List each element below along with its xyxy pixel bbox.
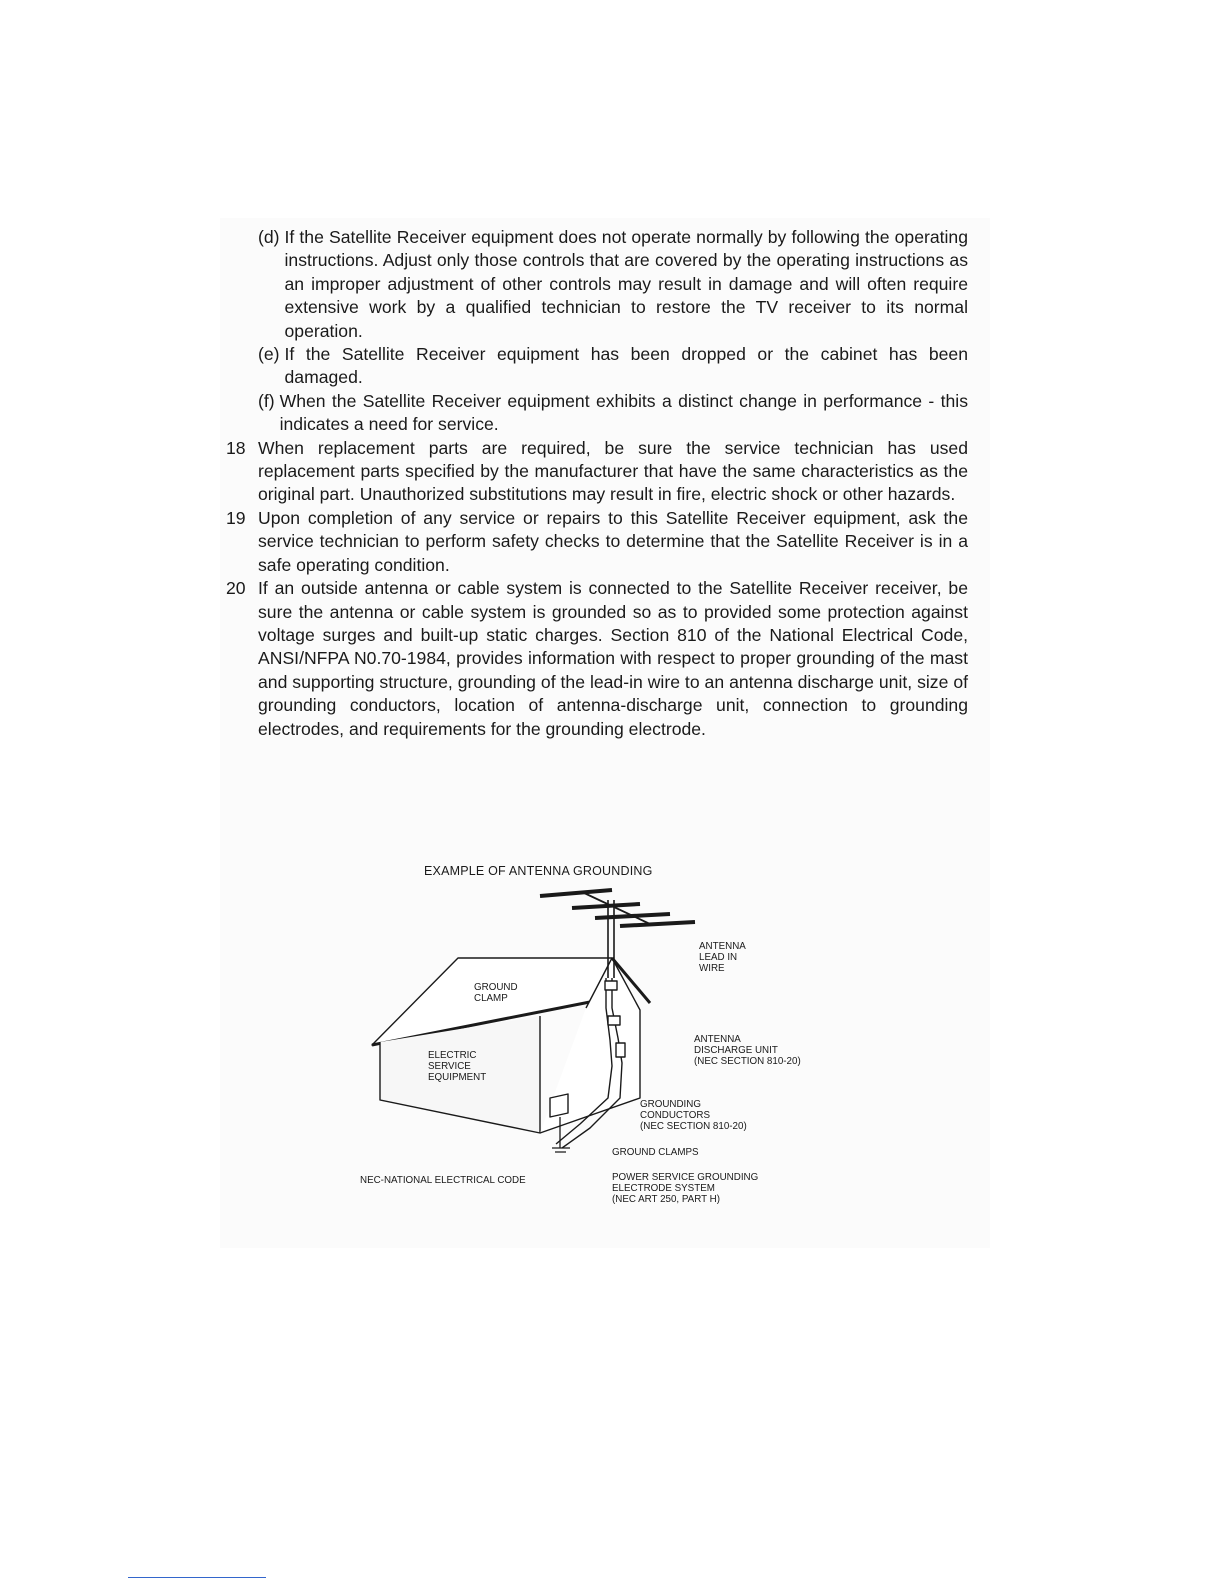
label-nec: NEC-NATIONAL ELECTRICAL CODE bbox=[360, 1175, 526, 1186]
item-number: 20 bbox=[226, 578, 246, 599]
label-ground-clamps: GROUND CLAMPS bbox=[612, 1147, 699, 1158]
sub-item-label: (e) bbox=[258, 344, 280, 365]
sub-item-label: (d) bbox=[258, 227, 280, 247]
discharge-unit bbox=[616, 1043, 625, 1057]
label-ground-clamp: GROUND CLAMP bbox=[474, 982, 518, 1004]
antenna-grounding-figure bbox=[350, 858, 850, 1228]
figure-title: EXAMPLE OF ANTENNA GROUNDING bbox=[424, 864, 653, 878]
sub-item-text: If the Satellite Receiver equipment does not operate normally by following the operating instructions. Adjust only those controls that are covered by the operating instructions as an improper adjustment of other controls may result in damage and will often require extensive work by a qualified technician to restore the TV receiver to its normal operation. bbox=[284, 227, 968, 341]
sub-item-e bbox=[258, 343, 968, 390]
label-electric-service: ELECTRIC SERVICE EQUIPMENT bbox=[428, 1050, 487, 1083]
sub-item-d bbox=[258, 226, 968, 343]
item-text: If an outside antenna or cable system is connected to the Satellite Receiver receiver, be sure the antenna or cable system is grounded so as to provided some protection against voltage surges and built-up static charges. Section 810 of the National Electrical Code, ANSI/NFPA N0.70-1984, provides information with respect to proper grounding of the mast and supporting structure, grounding of the lead-in wire to an antenna discharge unit, size of grounding conductors, location of antenna-discharge unit, connection to grounding electrodes, and requirements for the grounding electrode. bbox=[258, 578, 968, 739]
sub-item-text: When the Satellite Receiver equipment exhibits a distinct change in performance - this indicates a need for service. bbox=[279, 390, 968, 435]
label-power-service: POWER SERVICE GROUNDING ELECTRODE SYSTEM (NEC ART 250, PART H) bbox=[612, 1172, 759, 1205]
service-box bbox=[550, 1094, 568, 1117]
item-text: When replacement parts are required, be sure the service technician has used replacement parts specified by the manufacturer that have the same characteristics as the original part. Unauthorized substitutions may result in fire, electric shock or other hazards. bbox=[258, 437, 968, 505]
sub-item-label: (f) bbox=[258, 390, 275, 411]
label-discharge-unit: ANTENNA DISCHARGE UNIT (NEC SECTION 810-20) bbox=[694, 1034, 801, 1067]
item-text: Upon completion of any service or repairs to this Satellite Receiver equipment, ask the service technician to perform safety checks to determine that the Satellite Receiver is in a safe operating condition. bbox=[258, 507, 968, 575]
label-grounding-conductors: GROUNDING CONDUCTORS (NEC SECTION 810-20) bbox=[640, 1099, 747, 1132]
item-number: 18 bbox=[226, 437, 246, 458]
item-20 bbox=[226, 577, 968, 741]
item-18 bbox=[226, 437, 968, 507]
footer-rule bbox=[128, 1577, 266, 1578]
item-19 bbox=[226, 507, 968, 577]
safety-instructions bbox=[226, 226, 968, 741]
item-number: 19 bbox=[226, 507, 246, 528]
sub-item-text: If the Satellite Receiver equipment has been dropped or the cabinet has been damaged. bbox=[284, 344, 968, 388]
label-antenna-lead-in: ANTENNA LEAD IN WIRE bbox=[699, 941, 746, 974]
sub-item-f bbox=[258, 390, 968, 437]
